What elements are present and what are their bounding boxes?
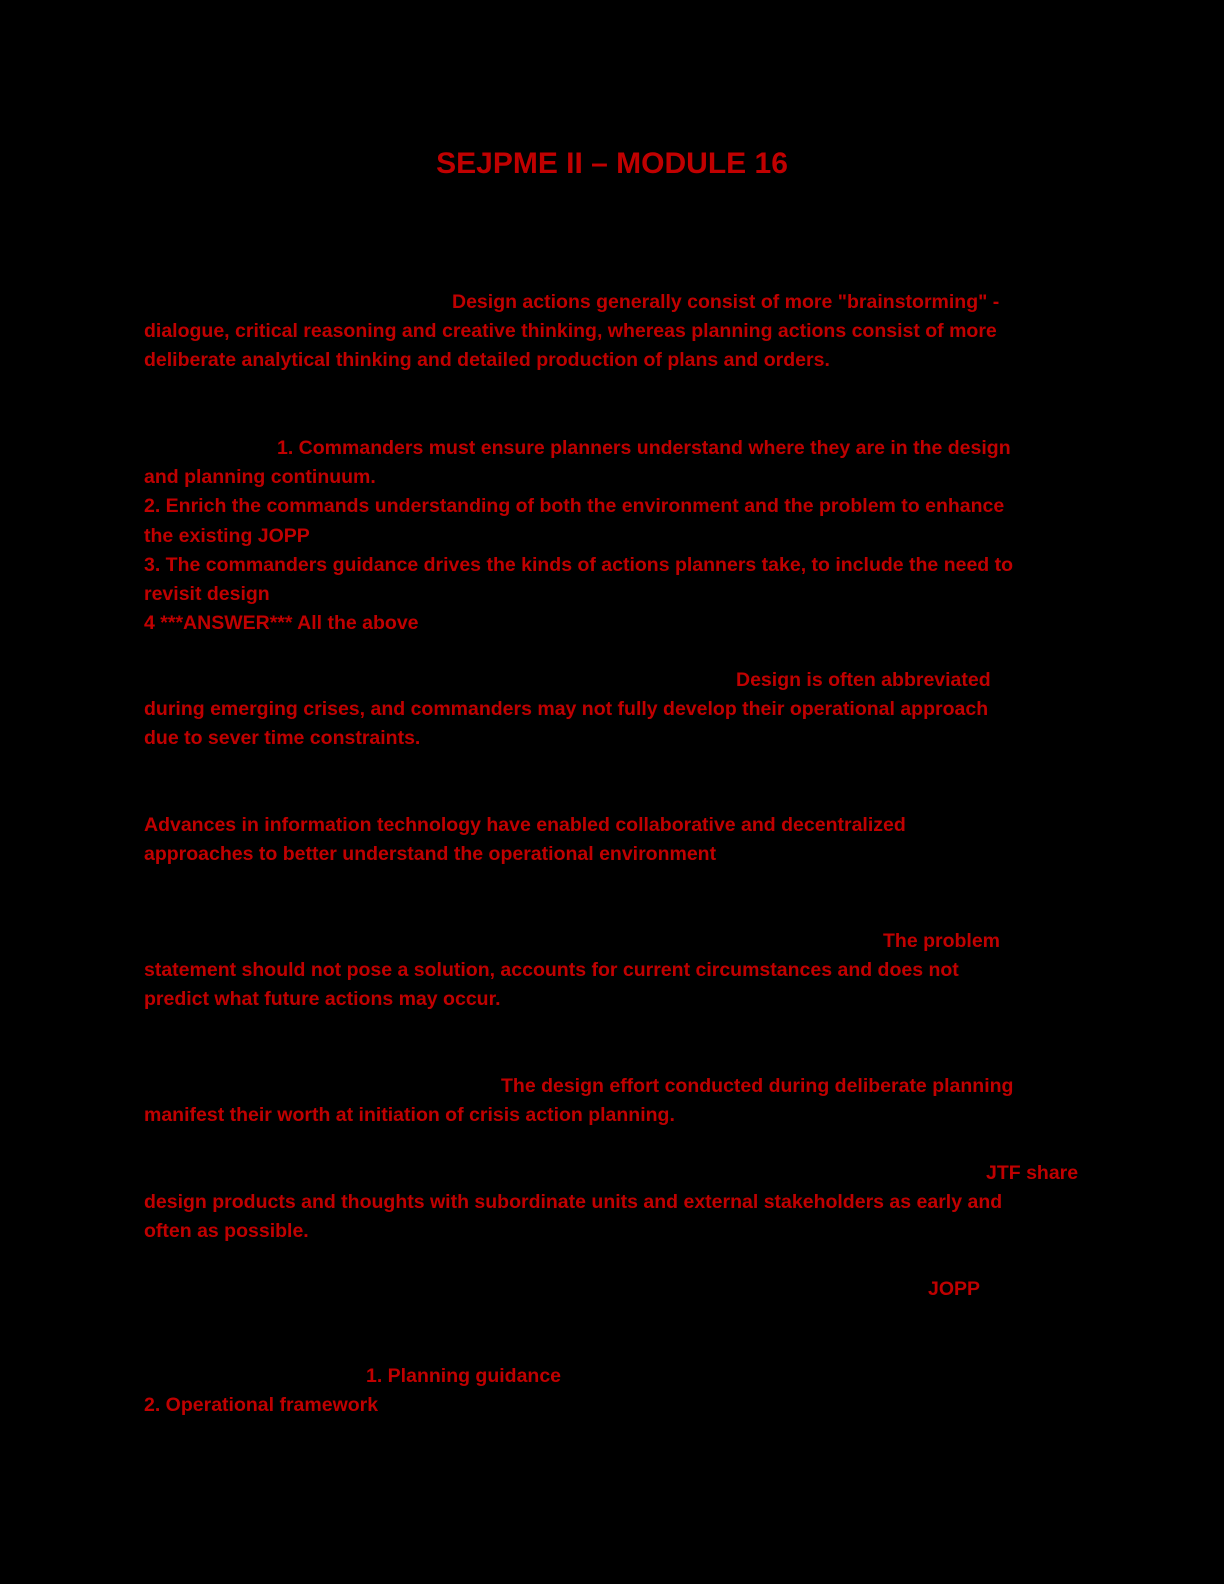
text-line: 1. Planning guidance bbox=[366, 1365, 562, 1387]
answer-block-design-effort bbox=[144, 1072, 1084, 1130]
text-line: 2. Operational framework bbox=[144, 1394, 379, 1417]
text-line: JOPP bbox=[928, 1278, 981, 1300]
text-line: revisit design bbox=[144, 583, 270, 606]
text-line: due to sever time constraints. bbox=[144, 727, 421, 750]
text-line: approaches to better understand the operational environment bbox=[144, 843, 717, 866]
text-line: 4 ***ANSWER*** All the above bbox=[144, 612, 419, 635]
answer-block-information-technology bbox=[144, 811, 1084, 869]
answer-block-problem-statement bbox=[144, 927, 1084, 1015]
answer-block-jtf-share bbox=[144, 1159, 1084, 1247]
text-line: design products and thoughts with subordinate units and external stakeholders as early and bbox=[144, 1191, 1003, 1214]
text-line: and planning continuum. bbox=[144, 466, 376, 489]
answer-block-design-actions bbox=[144, 288, 1084, 376]
page-title: SEJPME II – MODULE 16 bbox=[436, 147, 788, 180]
text-line: during emerging crises, and commanders may not fully develop their operational approach bbox=[144, 698, 989, 721]
text-line: statement should not pose a solution, accounts for current circumstances and does not bbox=[144, 959, 959, 982]
text-line: JTF share bbox=[986, 1162, 1079, 1184]
text-line: Design actions generally consist of more "brainstorming" - bbox=[452, 291, 1000, 313]
text-line: Advances in information technology have enabled collaborative and decentralized bbox=[144, 814, 906, 836]
text-line: The design effort conducted during deliberate planning bbox=[501, 1075, 1014, 1097]
answer-block-planning-guidance bbox=[144, 1362, 1084, 1420]
text-line: manifest their worth at initiation of crisis action planning. bbox=[144, 1104, 675, 1127]
answer-block-design-abbreviated bbox=[144, 666, 1084, 754]
text-line: 3. The commanders guidance drives the kinds of actions planners take, to include the need to bbox=[144, 553, 1014, 576]
answer-block-commanders-list bbox=[144, 434, 1084, 638]
text-line: deliberate analytical thinking and detailed production of plans and orders. bbox=[144, 349, 830, 372]
text-line: 2. Enrich the commands understanding of both the environment and the problem to enhance bbox=[144, 495, 1005, 518]
text-line: Design is often abbreviated bbox=[736, 669, 991, 691]
text-line: often as possible. bbox=[144, 1220, 309, 1243]
text-line: the existing JOPP bbox=[144, 524, 310, 547]
text-line: The problem bbox=[883, 930, 1001, 952]
text-line: 1. Commanders must ensure planners understand where they are in the design bbox=[277, 437, 1011, 459]
text-line: predict what future actions may occur. bbox=[144, 988, 501, 1011]
answer-block-jopp bbox=[144, 1275, 1084, 1304]
text-line: dialogue, critical reasoning and creative thinking, whereas planning actions consist of more bbox=[144, 320, 997, 343]
